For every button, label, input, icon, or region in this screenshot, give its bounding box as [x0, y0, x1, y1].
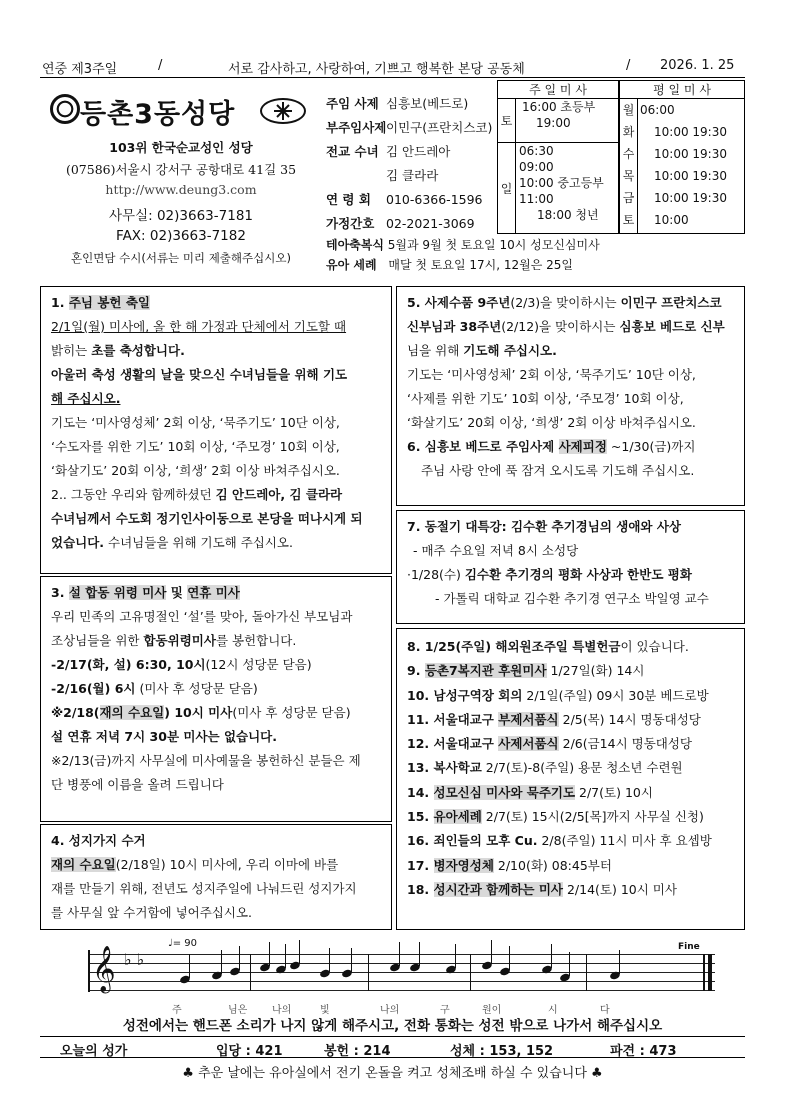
lyric: 빛 [320, 1005, 330, 1016]
marriage-consultation: 혼인면담 수시(서류는 미리 제출해주십시오) [71, 251, 291, 265]
phone-notice: 성전에서는 핸드폰 소리가 나지 않게 해주시고, 전화 통화는 성전 밖으로 나가서 해주십시오 [122, 1018, 663, 1034]
schedule-prefix [429, 809, 433, 824]
notice-line: (2/12)을 맞이하시는 [501, 319, 620, 334]
schedule-prefix [429, 882, 433, 897]
chi-rho-emblem-icon [260, 98, 306, 124]
schedule-item [407, 854, 734, 878]
header-separator: / [626, 58, 631, 73]
notice-line: 재를 만들기 위해, 전년도 성지주일에 나눠드린 성지가지 [51, 881, 357, 896]
notice-line: 초를 축성합니다. [91, 343, 185, 358]
mass-time: 19:00 [536, 116, 571, 130]
notice-line: 님을 위해 [407, 343, 464, 358]
notice-line: 재의 수요일 [99, 705, 165, 720]
staff-role: 주임 사제 [326, 96, 379, 111]
fine-marking: Fine [678, 942, 700, 952]
notice-line: 해 주십시오. [51, 391, 121, 406]
staff-name: 이민구(프란치스코) [386, 120, 493, 135]
schedule-event: 성모신심 미사와 묵주기도 [433, 784, 576, 800]
notice-line: 신부님과 38주년 [407, 319, 502, 334]
notice-line: 심흥보 베드로 신부 [619, 319, 725, 334]
notice-line: 밝히는 [51, 343, 92, 358]
weekday-label: 목 [622, 169, 635, 183]
mass-time: 16:00 초등부 [522, 100, 596, 114]
bulletin-date: 2026. 1. 25 [660, 58, 735, 73]
schedule-detail: 2/14(토) 10시 미사 [562, 881, 677, 897]
notice-title: 설 합동 위령 미사 [68, 585, 167, 600]
schedule-event: 병자영성체 [433, 857, 494, 873]
schedule-prefix [429, 858, 433, 873]
header-bar [40, 56, 745, 78]
mass-time: 10:00 19:30 [654, 125, 727, 139]
schedule-list [407, 635, 734, 902]
schedule-item [407, 878, 734, 902]
notice-line: 설 연휴 저녁 7시 30분 미사는 없습니다. [51, 729, 278, 744]
weekday-label: 월 [622, 103, 635, 117]
weekday-label: 금 [622, 191, 635, 205]
infant-baptism [326, 256, 573, 273]
notice-box-5 [396, 286, 745, 506]
mass-time: 10:00 19:30 [654, 169, 727, 183]
notice-line: 기도는 ‘미사영성체’ 2회 이상, ‘묵주기도’ 10단 이상, [51, 415, 340, 430]
schedule-number: 11. [407, 711, 430, 727]
notice-line: 재의 수요일 [51, 857, 116, 872]
notice-line: 단 병풍에 이름을 올려 드립니다 [51, 777, 224, 792]
notice-line: ‘사제를 위한 기도’ 10회 이상, ‘주모경’ 10회 이상, [407, 391, 684, 406]
church-website[interactable]: http://www.deung3.com [105, 182, 257, 197]
notice-box-4 [40, 824, 392, 930]
staff-phone: 010-6366-1596 [386, 192, 483, 207]
lyric: 나의 [272, 1005, 292, 1016]
church-address: (07586)서울시 강서구 공항대로 41길 35 [65, 162, 297, 177]
schedule-event: 등촌7복지관 후원미사 [424, 663, 547, 679]
church-info [40, 86, 322, 276]
schedule-item [407, 805, 734, 829]
weekday-label: 화 [622, 125, 635, 139]
schedule-detail: 2/8(주일) 11시 미사 후 요셉방 [537, 833, 712, 849]
fatima-label: 테아축복식 [326, 238, 384, 252]
schedule-detail: 2/1일(주일) 09시 30분 베드로방 [522, 687, 709, 703]
music-score [80, 938, 715, 1016]
notice-title: 7. 동절기 대특강: 김수환 추기경님의 생애와 사상 [407, 519, 681, 534]
notice-line: 수녀님들을 위해 기도해 주십시오. [104, 535, 293, 550]
weekday-mass-header: 평 일 미 사 [620, 81, 745, 99]
notice-line: 6. 심흥보 베드로 주임사제 [407, 439, 559, 454]
notice-line: ※2/18( [51, 705, 100, 720]
sunday-mass-header: 주 일 미 사 [498, 81, 619, 99]
notice-line: 김수환 추기경의 평화 사상과 한반도 평화 [464, 567, 692, 582]
mass-time: 10:00 중고등부 [519, 176, 604, 190]
staff-name: 심흥보(베드로) [386, 96, 469, 111]
lyric: 구 [440, 1005, 450, 1016]
weekday-label: 수 [622, 147, 635, 161]
notice-line: 를 사무실 앞 수거함에 넣어주십시오. [51, 905, 252, 920]
notice-line: 기도는 ‘미사영성체’ 2회 이상, ‘묵주기도’ 10단 이상, [407, 367, 696, 382]
lyric: 나의 [380, 1005, 400, 1016]
schedule-number: 13. [407, 760, 430, 776]
staff-name: 김 클라라 [386, 168, 439, 183]
notice-line: - 가톨릭 대학교 김수환 추기경 연구소 박일영 교수 [435, 591, 709, 606]
schedule-item [407, 732, 734, 756]
schedule-prefix: 1/25(주일) [420, 639, 496, 654]
notice-box-8 [396, 628, 745, 930]
notice-title: 연휴 미사 [187, 585, 240, 600]
notice-line: 아울러 축성 생활의 날을 맞으신 수녀님들을 위해 기도 [51, 367, 348, 382]
notice-box-1 [40, 286, 392, 574]
notice-line: ‘화살기도’ 20회 이상, ‘희생’ 2회 이상 바쳐주십시오. [51, 463, 340, 478]
schedule-number: 14. [407, 784, 430, 800]
schedule-detail: 2/7(토) 10시 [575, 784, 653, 800]
schedule-item [407, 659, 734, 683]
header-separator: / [158, 58, 163, 73]
saturday-times [516, 99, 619, 143]
notice-box-7 [396, 510, 745, 624]
infant-label: 유아 세례 [326, 258, 377, 272]
notice-line: ※2/13(금)까지 사무실에 미사예물을 봉헌하신 분들은 제 [51, 753, 361, 768]
weekday-mass-table [619, 80, 745, 234]
mass-time: 18:00 청년 [537, 208, 599, 222]
schedule-prefix: 서울대교구 [429, 736, 499, 752]
notice-line: 사제피정 [558, 439, 607, 454]
schedule-item [407, 708, 734, 732]
schedule-item [407, 756, 734, 780]
schedule-number: 12. [407, 736, 430, 752]
notice-title: 및 [166, 585, 188, 600]
hymn-label: 오늘의 성가 [60, 1044, 128, 1059]
staff-role: 부주임사제 [326, 120, 387, 135]
schedule-detail: 2/7(토)-8(주일) 용문 청소년 수련원 [481, 760, 683, 776]
lyric: 님은 [228, 1005, 248, 1016]
schedule-detail: 2/5(목) 14시 명동대성당 [558, 711, 701, 727]
notice-line: (미사 후 성당문 닫음) [135, 681, 258, 696]
hymn-offertory: 봉헌 : 214 [324, 1044, 391, 1059]
staff-role: 전교 수녀 [326, 144, 379, 159]
notice-title: 4. 성지가지 수거 [51, 833, 146, 848]
schedule-item [407, 684, 734, 708]
saturday-label: 토 [498, 99, 516, 143]
notice-line: 김 안드레아, 김 클라라 [215, 487, 343, 502]
notice-line: 었습니다. [51, 535, 105, 550]
schedule-number: 9. [407, 663, 421, 679]
church-name: 등촌3동성당 [80, 99, 236, 130]
hymn-dismissal: 파견 : 473 [610, 1044, 677, 1059]
liturgical-week: 연중 제3주일 [42, 62, 118, 77]
mass-time: 06:00 [640, 103, 675, 117]
notice-box-3 [40, 576, 392, 822]
winter-notice: ♣ 추운 날에는 유아실에서 전기 온돌을 켜고 성체조배 하실 수 있습니다 ♣ [182, 1066, 603, 1081]
notice-line: 5. 사제수품 9주년 [407, 295, 511, 310]
notice-line: 를 봉헌합니다. [215, 633, 297, 648]
schedule-detail: 2/7(토) 15시(2/5[목]까지 사무실 신청) [481, 809, 704, 825]
lyric: 다 [600, 1005, 610, 1016]
notice-title: 주님 봉헌 축일 [68, 295, 150, 310]
tempo-marking: ♩= 90 [168, 938, 197, 949]
schedule-event: 해외원조주일 특별헌금 [495, 639, 621, 654]
mass-time: 10:00 19:30 [654, 191, 727, 205]
schedule-number: 16. [407, 833, 430, 849]
staff-phone: 02-2021-3069 [386, 216, 475, 231]
flat-icon: ♭ ♭ [124, 950, 145, 969]
schedule-item [407, 829, 734, 853]
notice-number: 1. [51, 295, 65, 310]
sunday-times [516, 143, 619, 234]
schedule-prefix [429, 785, 433, 800]
parish-motto: 서로 감사하고, 사랑하여, 기쁘고 행복한 본당 공동체 [228, 62, 525, 77]
office-fax: FAX: 02)3663-7182 [116, 228, 246, 244]
weekday-times [638, 99, 745, 234]
notice-line: 합동위령미사 [143, 633, 216, 648]
sunday-label: 일 [498, 143, 516, 234]
mass-time: 11:00 [519, 192, 554, 206]
notice-line: ·1/28(수) [407, 567, 465, 582]
schedule-event: 남성구역장 회의 [433, 687, 523, 703]
lyric: 주 [172, 1005, 182, 1016]
lyric: 원이 [482, 1005, 502, 1016]
sunday-mass-table [497, 80, 619, 234]
notice-line: (2/3)을 맞이하시는 [510, 295, 621, 310]
notice-line: -2/16(월) 6시 [51, 681, 136, 696]
parish-seal-icon [50, 94, 80, 124]
notice-line: (12시 성당문 닫음) [205, 657, 312, 672]
mass-time: 09:00 [519, 160, 554, 174]
schedule-prefix: 서울대교구 [429, 711, 499, 727]
schedule-detail: 1/27일(화) 14시 [546, 663, 645, 679]
notice-line: 기도해 주십시오. [463, 343, 557, 358]
schedule-event: 복사학교 [433, 760, 482, 776]
notice-number: 3. [51, 585, 65, 600]
weekday-labels [620, 99, 638, 234]
schedule-event: 죄인들의 모후 Cu. [433, 833, 538, 849]
notice-line: 이민구 프란치스코 [620, 295, 722, 310]
staff-name: 김 안드레아 [386, 144, 451, 159]
weekday-label: 토 [622, 213, 635, 227]
hymn-bar [40, 1036, 745, 1058]
notice-line: 조상님들을 위한 [51, 633, 144, 648]
staff-role: 연 령 회 [326, 192, 371, 207]
schedule-item [407, 635, 734, 659]
schedule-event: 성시간과 함께하는 미사 [433, 881, 563, 897]
notice-line: ‘화살기도’ 20회 이상, ‘희생’ 2회 이상 바쳐주십시오. [407, 415, 696, 430]
notice-line: 주님 사랑 안에 푹 잠겨 오시도록 기도해 주십시오. [421, 463, 695, 478]
treble-clef-icon: 𝄞 [92, 946, 116, 992]
hymn-entrance: 입당 : 421 [216, 1044, 283, 1059]
notice-line: ) 10시 미사 [164, 705, 233, 720]
schedule-number: 17. [407, 857, 430, 873]
notice-line: ‘수도자를 위한 기도’ 10회 이상, ‘주모경’ 10회 이상, [51, 439, 340, 454]
office-phone: 사무실: 02)3663-7181 [109, 208, 253, 224]
fatima-text: 5월과 9월 첫 토요일 10시 성모신심미사 [387, 238, 600, 252]
notice-line: -2/17(화, 설) 6:30, 10시 [51, 657, 206, 672]
schedule-number: 18. [407, 881, 430, 897]
schedule-event: 유아세례 [433, 809, 482, 825]
schedule-item [407, 781, 734, 805]
notice-line: 수녀님께서 수도회 정기인사이동으로 본당을 떠나시게 되 [51, 511, 363, 526]
schedule-event: 사제서품식 [498, 736, 559, 752]
schedule-detail: 2/10(화) 08:45부터 [493, 857, 612, 873]
schedule-number: 10. [407, 687, 430, 703]
notice-line: (2/18일) 10시 미사에, 우리 이마에 바를 [115, 857, 339, 872]
lyrics-row [80, 944, 715, 1016]
notice-line: ~1/30(금)까지 [606, 439, 696, 454]
schedule-event: 부제서품식 [498, 711, 559, 727]
mass-time: 06:30 [519, 144, 554, 158]
hymn-communion: 성체 : 153, 152 [450, 1044, 554, 1059]
staff-role: 가정간호 [326, 216, 375, 231]
notice-line: 2.. 그동안 우리와 함께하셨던 [51, 487, 216, 502]
mass-time: 10:00 19:30 [654, 147, 727, 161]
lyric: 시 [548, 1005, 558, 1016]
church-patron: 103위 한국순교성인 성당 [109, 140, 253, 155]
notice-line: 우리 민족의 고유명절인 ‘설’를 맞아, 돌아가신 부모님과 [51, 609, 353, 624]
infant-text: 매달 첫 토요일 17시, 12월은 25일 [388, 258, 573, 272]
schedule-detail: 이 있습니다. [620, 639, 689, 654]
notice-line: - 매주 수요일 저녁 8시 소성당 [413, 543, 579, 558]
notice-line: (미사 후 성당문 닫음) [232, 705, 351, 720]
schedule-number: 15. [407, 809, 430, 825]
mass-time: 10:00 [654, 213, 689, 227]
schedule-detail: 2/6(금14시 명동대성당 [558, 736, 693, 752]
schedule-number: 8. [407, 639, 421, 654]
notice-line: 2/1일(월) 미사에, 올 한 해 가정과 단체에서 기도할 때 [51, 319, 347, 334]
fatima-blessing [326, 236, 600, 253]
